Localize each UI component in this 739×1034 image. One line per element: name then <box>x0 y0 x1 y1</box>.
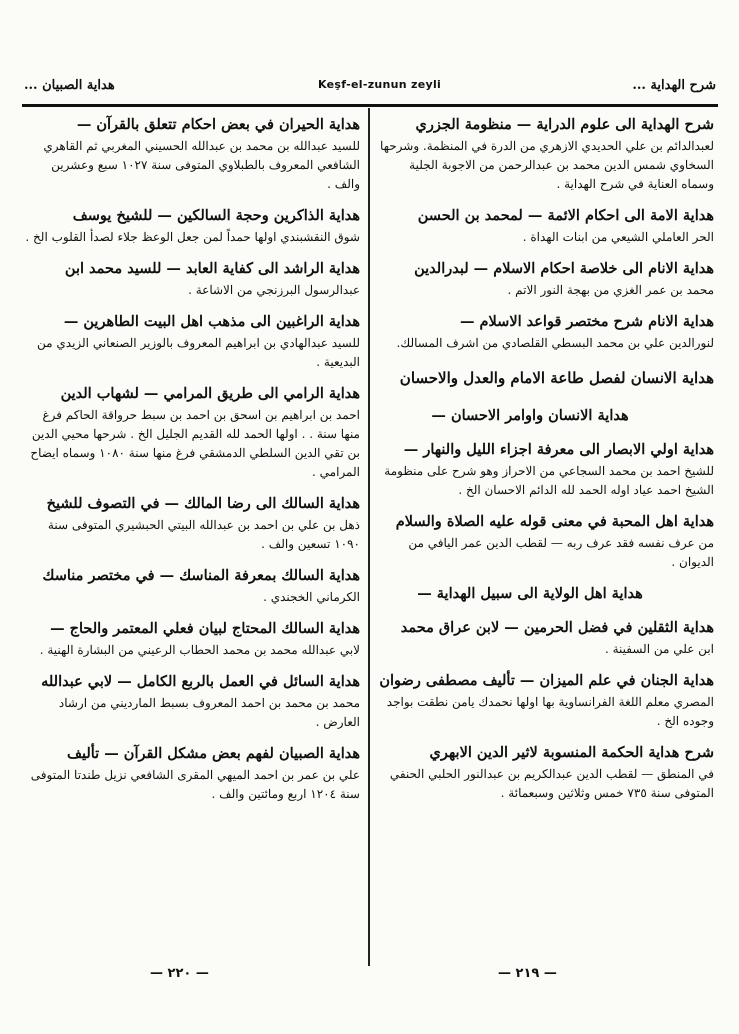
entry <box>24 563 360 607</box>
entry <box>24 256 360 300</box>
entry-body: ذهل بن علي بن احمد بن عبدالله البيتي الحبشيري المتوفى سنة ١٠٩٠ تسعين والف . <box>47 518 360 551</box>
entry <box>376 309 714 353</box>
entry <box>376 256 714 300</box>
page-number-right: — ٢١٩ — <box>498 966 557 981</box>
entry-body: محمد بن عمر الغزي من بهجة النور الاتم . <box>507 283 714 297</box>
entry-title: هداية السالك الى رضا المالك — في التصوف للشيخ <box>46 495 360 512</box>
entry <box>376 362 714 394</box>
entry-body: الكرماني الخجندي . <box>263 590 360 604</box>
entry <box>376 615 714 659</box>
entry <box>376 668 714 731</box>
entry <box>24 309 360 372</box>
entry-title: هداية الصبيان لفهم بعض مشكل القرآن — تأليف <box>66 745 360 762</box>
left-column <box>24 112 360 813</box>
entry <box>24 203 360 247</box>
entry-body: المصري معلم اللغة الفرانساوية بها اولها نحمدك يامن نطقت بواجد وجوده الخ . <box>386 695 714 728</box>
entry-body: شوق النقشبندي اولها حمداً لمن جعل الوعظ جلاء لصدأ القلوب الخ . <box>25 230 360 244</box>
entry-title: هداية الرامي الى طريق المرامي — لشهاب الدين <box>60 385 360 402</box>
entry-title: هداية اهل الولاية الى سبيل الهداية — <box>417 585 643 602</box>
entry-body: الحر العاملي الشيعي من ابنات الهداة . <box>522 230 714 244</box>
entry-body: للشيخ احمد بن محمد السجاعي من الاحراز وهو شرح على منظومة الشيخ احمد عياد اوله الحمد لله الدائم الاحسان الخ . <box>384 464 714 497</box>
entry <box>24 491 360 554</box>
entry-body: لابي عبدالله محمد بن محمد الحطاب الرعيني من البشارة الهنية . <box>39 643 360 657</box>
entry-title: هداية الحيران في بعض احكام تتعلق بالقرآن — <box>76 116 360 133</box>
entry <box>376 403 714 428</box>
entry-title: هداية الانسان واوامر الاحسان — <box>431 407 629 424</box>
entry-body: في المنطق — لقطب الدين عبدالكريم بن عبدالنور الحلبي الحنفي المتوفى سنة ٧٣٥ خمس وثلاثين وسبعمائة . <box>389 767 714 800</box>
entry-body: للسيد عبدالهادي بن ابراهيم المعروف بالوزير الصنعاني الزيدي من البديعية . <box>37 336 360 369</box>
entry <box>376 509 714 572</box>
entry-title: هداية السائل في العمل بالربع الكامل — لابي عبدالله <box>41 673 360 690</box>
entry-title: هداية السالك المحتاج لبيان فعلي المعتمر والحاج — <box>50 620 360 637</box>
entry-title: هداية الذاكرين وحجة السالكين — للشيخ يوسف <box>72 207 360 224</box>
header-right-title: شرح الهداية ... <box>632 78 716 93</box>
entry <box>24 381 360 482</box>
entry <box>376 437 714 500</box>
header-left-title: هداية الصبيان ... <box>24 78 115 93</box>
right-column <box>376 112 714 812</box>
entry-body: محمد بن محمد بن احمد المعروف بسبط المارديني من ارشاد العارض . <box>58 696 360 729</box>
column-divider <box>368 108 370 966</box>
header-center-title: Keşf-el-zunun zeyli <box>318 78 442 91</box>
entry-title: هداية الجنان في علم الميزان — تأليف مصطفى رضوان <box>379 672 714 689</box>
entry-body: للسيد عبدالله بن محمد بن عبدالله الحسيني المغربي ثم القاهري الشافعي المعروف بالطبلاوي المتوفى سنة ١٠٢٧ سبع وعشرين والف . <box>43 139 360 191</box>
entry <box>24 616 360 660</box>
entry-title: هداية الثقلين في فضل الحرمين — لابن عراق محمد <box>400 619 714 636</box>
entry-title: هداية الانام الى خلاصة احكام الاسلام — لبدرالدين <box>414 260 714 277</box>
page-number-left: — ٢٢٠ — <box>150 966 209 981</box>
entry-title: هداية الانام شرح مختصر قواعد الاسلام — <box>460 313 714 330</box>
entry-body: احمد بن ابراهيم بن اسحق بن احمد بن سبط حرواقة الحاكم فرغ منها سنة . . اولها الحمد لله القديم الجليل الخ . شرحها محيي الدين بن تقي الدين السلطي الدمشقي فرغ منها سنة ١٠٨٠ وسماه ايضاح المرامي . <box>30 408 360 479</box>
entry-body: لعبدالدائم بن علي الحديدي الازهري من الدرة في المنظمة. وشرحها السخاوي شمس الدين محمد بن عبدالرحمن من الاجوبة الجلية وسماه العناية في شرح الهداية . <box>380 139 714 191</box>
entry <box>24 112 360 194</box>
entry-title: هداية السالك بمعرفة المناسك — في مختصر مناسك <box>42 567 360 584</box>
entry-title: هداية الراغبين الى مذهب اهل البيت الطاهرين — <box>63 313 360 330</box>
entry <box>24 741 360 804</box>
entry-title: شرح الهداية الى علوم الدراية — منظومة الجزري <box>415 116 714 133</box>
entry-title: هداية الامة الى احكام الائمة — لمحمد بن الحسن <box>417 207 714 224</box>
entry-body: من عرف نفسه فقد عرف ربه — لقطب الدين عمر اليافي من الديوان . <box>408 536 714 569</box>
entry-title: هداية اهل المحبة في معنى قوله عليه الصلاة والسلام <box>395 513 714 530</box>
entry-title: شرح هداية الحكمة المنسوبة لاثير الدين الابهري <box>429 744 714 761</box>
entry-body: عبدالرسول البرزنجي من الاشاعة . <box>188 283 360 297</box>
entry-body: علي بن عمر بن احمد الميهي المقرى الشافعي نزيل طندتا المتوفى سنة ١٢٠٤ اربع ومائتين والف . <box>30 768 360 801</box>
entry-title: هداية اولي الابصار الى معرفة اجزاء الليل والنهار — <box>403 441 714 458</box>
entry <box>376 740 714 803</box>
entry-title: هداية الراشد الى كفاية العابد — للسيد محمد ابن <box>64 260 360 277</box>
running-header <box>22 76 718 107</box>
entry <box>376 112 714 194</box>
entry-title: هداية الانسان لفصل طاعة الامام والعدل والاحسان <box>399 369 714 387</box>
entry-body: لنورالدين علي بن محمد البسطي القلصادي من اشرف المسالك. <box>396 336 714 350</box>
entry <box>24 669 360 732</box>
entry <box>376 581 714 606</box>
entry-body: ابن علي من السفينة . <box>604 642 714 656</box>
entry <box>376 203 714 247</box>
